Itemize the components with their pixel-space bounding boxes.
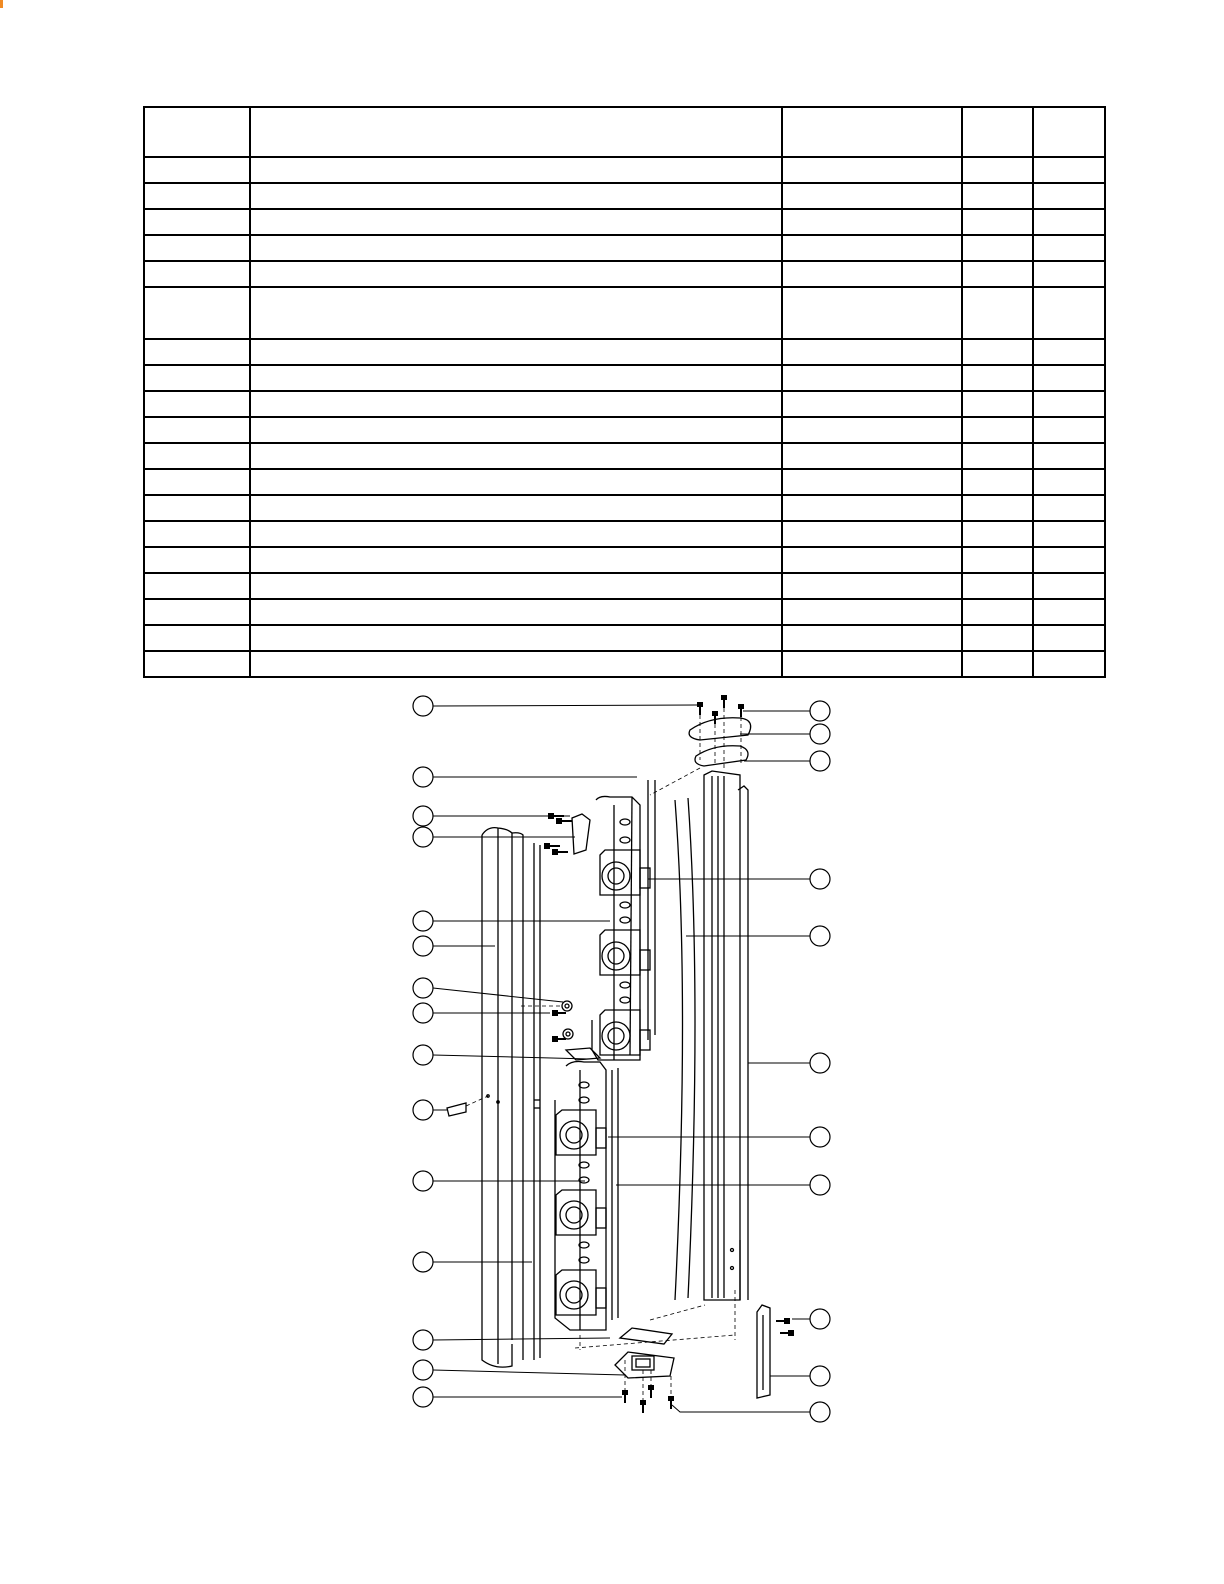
table-cell xyxy=(782,261,962,287)
front-cover-panel xyxy=(482,828,540,1368)
table-cell xyxy=(962,261,1033,287)
callout-circle xyxy=(413,696,433,716)
bottom-end-cap xyxy=(615,1328,674,1378)
callout-circle xyxy=(413,1171,433,1191)
leader-line xyxy=(433,1338,610,1340)
table-header-row xyxy=(144,107,1105,157)
table-cell xyxy=(144,365,250,391)
table-cell xyxy=(962,365,1033,391)
table-cell xyxy=(250,495,782,521)
callout-group xyxy=(413,696,830,1422)
table-cell xyxy=(782,469,962,495)
screw xyxy=(712,711,718,724)
callout-circle xyxy=(810,1366,830,1386)
table-row xyxy=(144,521,1105,547)
table-cell xyxy=(782,495,962,521)
callout-circle xyxy=(413,1330,433,1350)
parts-list-table xyxy=(143,106,1106,678)
table-row xyxy=(144,547,1105,573)
table-cell xyxy=(962,521,1033,547)
table-cell xyxy=(144,443,250,469)
callout-circle xyxy=(413,1100,433,1120)
corner-mark xyxy=(0,0,3,8)
table-row xyxy=(144,495,1105,521)
table-row xyxy=(144,183,1105,209)
table-cell xyxy=(144,261,250,287)
callout-circle xyxy=(413,1003,433,1023)
screw xyxy=(552,849,568,855)
side-end-plate xyxy=(757,1305,770,1398)
table-cell xyxy=(782,651,962,677)
table-row xyxy=(144,573,1105,599)
table-cell xyxy=(782,573,962,599)
table-cell xyxy=(250,651,782,677)
table-cell xyxy=(250,183,782,209)
exploded-assembly-diagram xyxy=(380,685,840,1430)
table-cell xyxy=(962,625,1033,651)
table-cell xyxy=(782,209,962,235)
leader-line xyxy=(433,1370,625,1375)
table-cell xyxy=(1033,157,1105,183)
screw xyxy=(697,702,703,715)
callout-circle xyxy=(413,936,433,956)
table-cell xyxy=(782,339,962,365)
table-cell xyxy=(250,157,782,183)
callout-circle xyxy=(810,926,830,946)
screw xyxy=(780,1330,794,1336)
screw xyxy=(776,1318,790,1324)
table-cell xyxy=(144,209,250,235)
table-cell xyxy=(782,365,962,391)
table-row xyxy=(144,391,1105,417)
table-cell xyxy=(144,573,250,599)
table-cell xyxy=(782,443,962,469)
table-cell xyxy=(1033,469,1105,495)
table-cell xyxy=(250,625,782,651)
table-cell xyxy=(962,209,1033,235)
table-cell xyxy=(1033,183,1105,209)
table-row xyxy=(144,651,1105,677)
table-cell xyxy=(250,469,782,495)
screw xyxy=(544,843,560,849)
callout-circle xyxy=(810,701,830,721)
callout-circle xyxy=(413,911,433,931)
table-cell xyxy=(1033,261,1105,287)
table-cell xyxy=(962,183,1033,209)
table-cell xyxy=(1033,651,1105,677)
table-row xyxy=(144,625,1105,651)
table-cell xyxy=(782,183,962,209)
table-cell xyxy=(962,599,1033,625)
table-cell xyxy=(962,547,1033,573)
table-cell xyxy=(1033,573,1105,599)
table-row xyxy=(144,417,1105,443)
table-header-cell xyxy=(144,107,250,157)
table-header-cell xyxy=(250,107,782,157)
callout-circle xyxy=(810,869,830,889)
table-cell xyxy=(1033,339,1105,365)
table-cell xyxy=(1033,391,1105,417)
table-header-cell xyxy=(782,107,962,157)
table-cell xyxy=(962,391,1033,417)
table-cell xyxy=(250,417,782,443)
table-cell xyxy=(1033,417,1105,443)
callout-circle xyxy=(810,1309,830,1329)
callout-circle xyxy=(810,751,830,771)
table-cell xyxy=(962,417,1033,443)
callout-circle xyxy=(413,767,433,787)
callout-circle xyxy=(810,1402,830,1422)
table-cell xyxy=(1033,547,1105,573)
table-cell xyxy=(250,547,782,573)
table-cell xyxy=(962,651,1033,677)
callout-circle xyxy=(810,1175,830,1195)
table-cell xyxy=(144,417,250,443)
table-cell xyxy=(144,235,250,261)
table-cell xyxy=(782,599,962,625)
rear-housing-extrusion xyxy=(704,771,748,1300)
table-cell xyxy=(1033,365,1105,391)
table-cell xyxy=(144,183,250,209)
screw xyxy=(552,1010,566,1016)
table-cell xyxy=(962,573,1033,599)
table-cell xyxy=(1033,209,1105,235)
table-cell xyxy=(1033,235,1105,261)
table-cell xyxy=(962,495,1033,521)
table-cell xyxy=(782,391,962,417)
table-cell xyxy=(782,157,962,183)
table-row xyxy=(144,443,1105,469)
callout-circle xyxy=(413,806,433,826)
table-cell xyxy=(782,521,962,547)
washer-pair xyxy=(562,1001,573,1039)
table-cell xyxy=(1033,443,1105,469)
top-end-cap xyxy=(689,718,751,766)
table-row xyxy=(144,261,1105,287)
table-row xyxy=(144,209,1105,235)
table-cell xyxy=(962,287,1033,339)
screw xyxy=(721,695,727,708)
leader-line xyxy=(433,705,697,706)
table-cell xyxy=(144,469,250,495)
table-cell xyxy=(962,469,1033,495)
callout-circle xyxy=(810,1053,830,1073)
table-cell xyxy=(144,157,250,183)
mounting-clip xyxy=(447,1103,466,1116)
table-cell xyxy=(144,391,250,417)
table-header-cell xyxy=(962,107,1033,157)
table-cell xyxy=(962,443,1033,469)
table-cell xyxy=(144,521,250,547)
table-cell xyxy=(962,235,1033,261)
table-row xyxy=(144,157,1105,183)
table-cell xyxy=(250,365,782,391)
callout-circle xyxy=(413,827,433,847)
callout-circle xyxy=(413,978,433,998)
table-row xyxy=(144,469,1105,495)
table-cell xyxy=(1033,287,1105,339)
table-header-cell xyxy=(1033,107,1105,157)
table-row xyxy=(144,599,1105,625)
table-cell xyxy=(1033,495,1105,521)
table-cell xyxy=(1033,625,1105,651)
table-row xyxy=(144,339,1105,365)
table-cell xyxy=(250,261,782,287)
leader-line xyxy=(672,1405,810,1412)
air-filter-strip xyxy=(675,798,695,1300)
parts-list-body xyxy=(144,107,1105,677)
table-cell xyxy=(962,339,1033,365)
motor-bracket xyxy=(572,814,590,854)
table-row xyxy=(144,235,1105,261)
table-row xyxy=(144,365,1105,391)
upper-louver-module xyxy=(592,780,655,1060)
callout-circle xyxy=(413,1045,433,1065)
table-cell xyxy=(250,391,782,417)
table-cell xyxy=(782,417,962,443)
table-cell xyxy=(1033,599,1105,625)
table-cell xyxy=(250,521,782,547)
assembly-drawing xyxy=(447,718,770,1398)
table-cell xyxy=(250,235,782,261)
table-cell xyxy=(250,599,782,625)
callout-circle xyxy=(413,1252,433,1272)
table-cell xyxy=(250,573,782,599)
table-cell xyxy=(144,287,250,339)
table-cell xyxy=(250,209,782,235)
table-cell xyxy=(782,287,962,339)
table-cell xyxy=(782,547,962,573)
callout-circle xyxy=(810,724,830,744)
table-cell xyxy=(250,287,782,339)
table-cell xyxy=(962,157,1033,183)
table-cell xyxy=(250,339,782,365)
lower-louver-module xyxy=(555,1048,618,1330)
table-cell xyxy=(1033,521,1105,547)
table-cell xyxy=(782,625,962,651)
table-cell xyxy=(250,443,782,469)
table-cell xyxy=(144,599,250,625)
callout-circle xyxy=(413,1387,433,1407)
table-cell xyxy=(144,339,250,365)
screw xyxy=(556,818,572,824)
table-row xyxy=(144,287,1105,339)
table-cell xyxy=(782,235,962,261)
table-cell xyxy=(144,495,250,521)
table-cell xyxy=(144,547,250,573)
table-cell xyxy=(144,651,250,677)
table-cell xyxy=(144,625,250,651)
screw-set xyxy=(544,695,794,1413)
callout-circle xyxy=(810,1127,830,1147)
callout-circle xyxy=(413,1360,433,1380)
